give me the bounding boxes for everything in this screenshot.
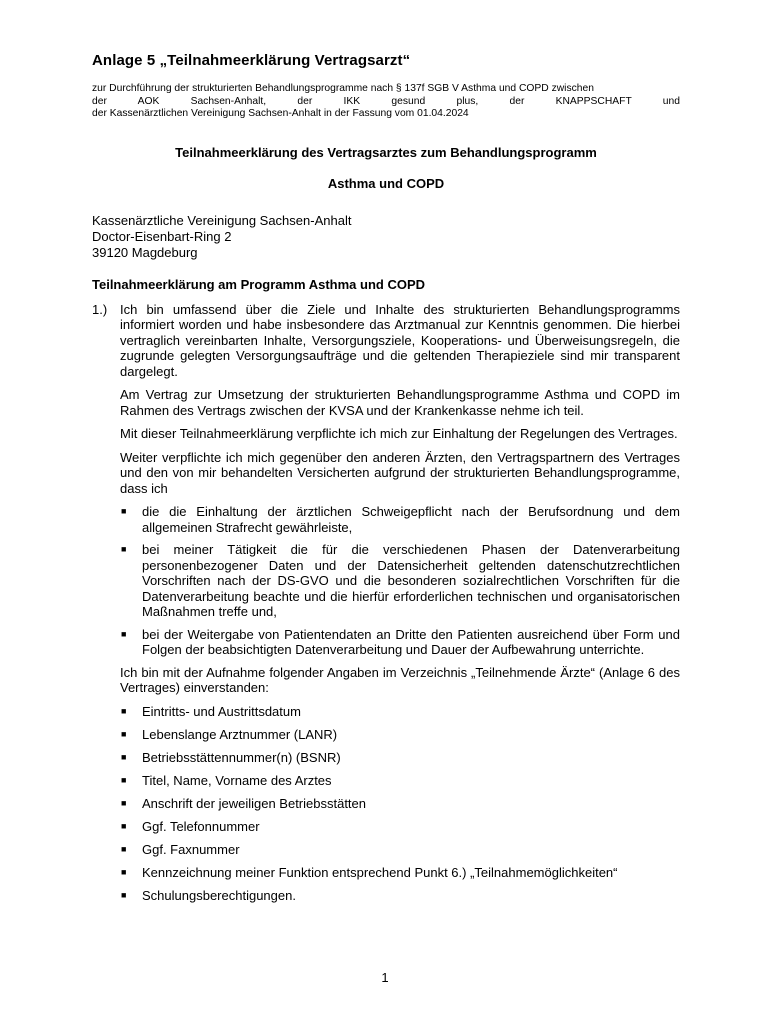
list-item: ■ Ggf. Faxnummer — [121, 841, 240, 857]
bullet-square-icon: ■ — [121, 843, 127, 854]
list-item: ■ bei der Weitergabe von Patientendaten an Dritte den Patienten ausreichend über Form und Folgen der beabsichtigten Datenverarbeitung und Dauer der Aufbewahrung unterrichte. — [121, 626, 680, 658]
bullet-square-icon: ■ — [121, 866, 127, 877]
page-number: 1 — [381, 970, 389, 985]
list-item: ■ Kennzeichnung meiner Funktion entsprechend Punkt 6.) „Teilnahmemöglichkeiten“ — [121, 864, 618, 880]
numbered-item-1 — [92, 302, 680, 904]
recipient-address — [92, 213, 680, 261]
bullet-square-icon: ■ — [121, 820, 127, 831]
list-item: ■ Lebenslange Arztnummer (LANR) — [121, 726, 338, 742]
section-title: Teilnahmeerklärung am Programm Asthma und COPD — [92, 276, 426, 292]
bullet-square-icon: ■ — [121, 506, 127, 517]
list-item: ■ die die Einhaltung der ärztlichen Schweigepflicht nach der Berufsordnung und dem allgemeinen Strafrecht gewährleiste, — [121, 504, 680, 535]
bullet-square-icon: ■ — [121, 797, 127, 808]
heading-declaration: Teilnahmeerklärung des Vertragsarztes zum Behandlungsprogramm — [175, 144, 597, 160]
preamble-line-2: der AOK Sachsen-Anhalt, der IKK gesund plus, der KNAPPSCHAFT und — [92, 95, 680, 107]
list-item: ■ bei meiner Tätigkeit die für die verschiedenen Phasen der Datenverarbeitung personenbezogener Daten und der Datensicherheit geltenden datenschutzrechtlichen Vorschriften nach der DS-GVO und die besonderen sozialrechtlichen Vorschriften für die Datenverarbeitung beachte und die hierfür erforderlichen technischen und organisatorischen Maßnahmen treffe und, — [121, 542, 680, 620]
document-page — [92, 52, 680, 911]
directory-fields-list — [120, 704, 680, 904]
paragraph-4: Weiter verpflichte ich mich gegenüber den anderen Ärzten, den Vertragspartnern des Vertrages und den von mir behandelten Versicherten aufgrund der strukturierten Behandlungsprogramme, dass ich — [120, 449, 680, 496]
bullet-square-icon: ■ — [121, 628, 127, 639]
list-item: ■ Eintritts- und Austrittsdatum — [121, 703, 301, 719]
address-line-1: Kassenärztliche Vereinigung Sachsen-Anhalt — [92, 212, 352, 228]
preamble — [92, 83, 680, 121]
item-number: 1.) — [92, 301, 108, 317]
bullet-square-icon: ■ — [121, 705, 127, 716]
paragraph-5: Ich bin mit der Aufnahme folgender Angaben im Verzeichnis „Teilnehmende Ärzte“ (Anlage 6 des Vertrages) einverstanden: — [120, 664, 680, 696]
preamble-line-3: der Kassenärztlichen Vereinigung Sachsen-Anhalt in der Fassung vom 01.04.2024 — [92, 108, 469, 120]
document-title: Anlage 5 „Teilnahmeerklärung Vertragsarzt“ — [92, 52, 411, 69]
paragraph-1: Ich bin umfassend über die Ziele und Inhalte des strukturierten Behandlungsprogramms informiert worden und habe insbesondere das Arztmanual zur Kenntnis genommen. Die hierbei vertraglich vereinbarten Inhalte, Versorgungsziele, Kooperations- und Überweisungsregeln, die zugrunde gelegten Versorgungsaufträge und die geltenden Therapieziele sind mir transparent dargelegt. — [120, 301, 680, 379]
obligations-list — [120, 504, 680, 658]
address-line-2: Doctor-Eisenbart-Ring 2 — [92, 228, 232, 244]
list-item: ■ Schulungsberechtigungen. — [121, 887, 296, 903]
bullet-square-icon: ■ — [121, 751, 127, 762]
list-item: ■ Titel, Name, Vorname des Arztes — [121, 772, 332, 788]
bullet-square-icon: ■ — [121, 728, 127, 739]
preamble-line-1: zur Durchführung der strukturierten Behandlungsprogramme nach § 137f SGB V Asthma und COPD zwischen — [92, 83, 594, 94]
list-item: ■ Anschrift der jeweiligen Betriebsstätten — [121, 795, 367, 811]
bullet-square-icon: ■ — [121, 774, 127, 785]
list-item: ■ Ggf. Telefonnummer — [121, 818, 260, 834]
list-item: ■ Betriebsstättennummer(n) (BSNR) — [121, 749, 341, 765]
heading-program: Asthma und COPD — [327, 175, 445, 191]
paragraph-2: Am Vertrag zur Umsetzung der strukturierten Behandlungsprogramme Asthma und COPD im Rahmen des Vertrags zwischen der KVSA und der Krankenkasse nehme ich teil. — [120, 387, 680, 418]
bullet-square-icon: ■ — [121, 544, 127, 555]
paragraph-3: Mit dieser Teilnahmeerklärung verpflichte ich mich zur Einhaltung der Regelungen des Vertrages. — [120, 426, 678, 442]
address-line-3: 39120 Magdeburg — [92, 244, 198, 260]
bullet-square-icon: ■ — [121, 889, 127, 900]
